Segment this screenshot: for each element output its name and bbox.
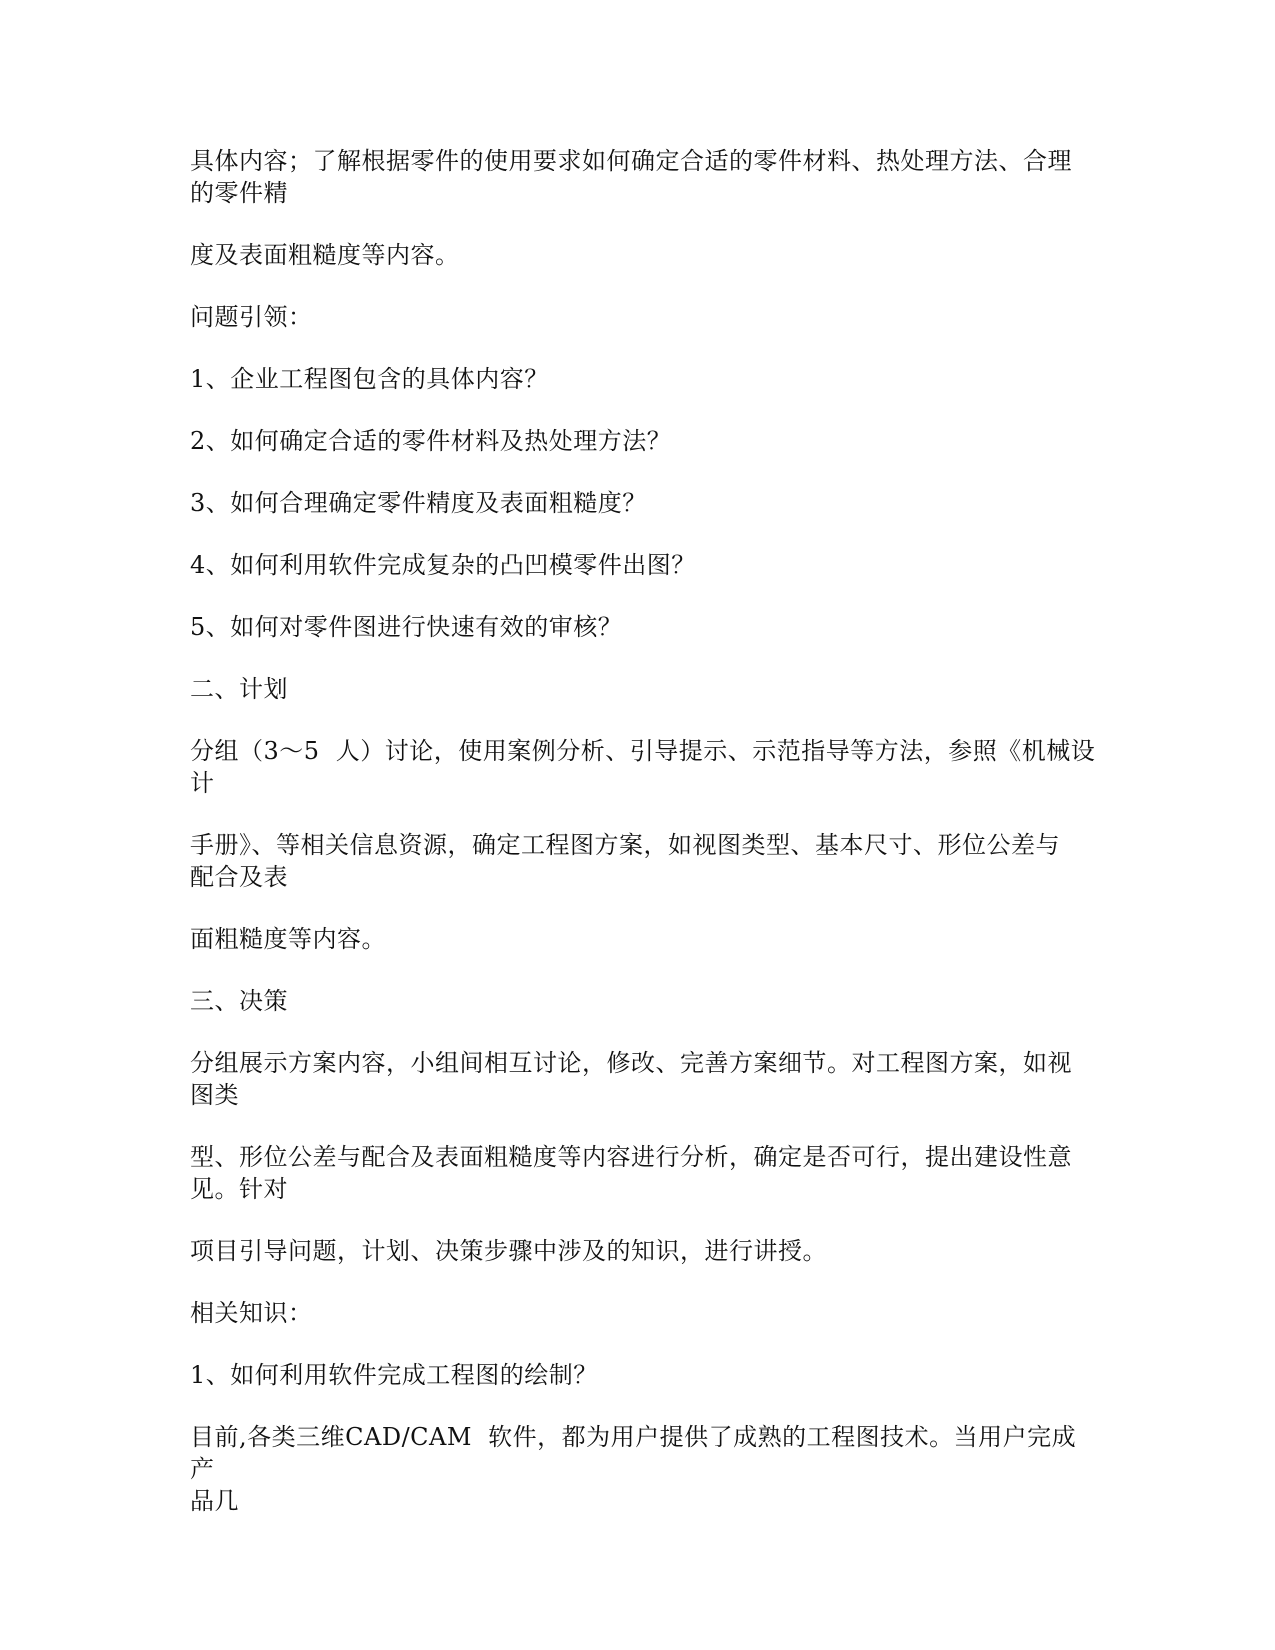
list-item: 3、如何合理确定零件精度及表面粗糙度？	[190, 489, 647, 517]
paragraph: 具体内容；了解根据零件的使用要求如何确定合适的零件材料、热处理方法、合理 的零件精	[190, 147, 1072, 207]
paragraph: 相关知识：	[190, 1299, 313, 1327]
paragraph: 分组（3～5 人）讨论，使用案例分析、引导提示、示范指导等方法，参照《机械设 计	[190, 737, 1096, 797]
list-item: 1、如何利用软件完成工程图的绘制？	[190, 1361, 598, 1389]
list-item: 2、如何确定合适的零件材料及热处理方法？	[190, 427, 672, 455]
paragraph: 手册》、等相关信息资源，确定工程图方案，如视图类型、基本尺寸、形位公差与 配合及表	[190, 831, 1060, 891]
paragraph: 分组展示方案内容，小组间相互讨论，修改、完善方案细节。对工程图方案，如视 图类	[190, 1049, 1072, 1109]
paragraph: 项目引导问题，计划、决策步骤中涉及的知识，进行讲授。	[190, 1237, 827, 1265]
paragraph: 问题引领：	[190, 303, 313, 331]
list-item: 5、如何对零件图进行快速有效的审核？	[190, 613, 623, 641]
section-heading: 三、决策	[190, 987, 288, 1015]
list-item: 4、如何利用软件完成复杂的凸凹模零件出图？	[190, 551, 696, 579]
list-item: 1、企业工程图包含的具体内容？	[190, 365, 549, 393]
paragraph: 目前,各类三维CAD/CAM 软件，都为用户提供了成熟的工程图技术。当用户完成产 品几	[190, 1423, 1077, 1515]
paragraph: 型、形位公差与配合及表面粗糙度等内容进行分析，确定是否可行，提出建设性意 见。针对	[190, 1143, 1072, 1203]
body-text	[190, 145, 1100, 1547]
section-heading: 二、计划	[190, 675, 288, 703]
paragraph: 度及表面粗糙度等内容。	[190, 241, 460, 269]
paragraph: 面粗糙度等内容。	[190, 925, 386, 953]
